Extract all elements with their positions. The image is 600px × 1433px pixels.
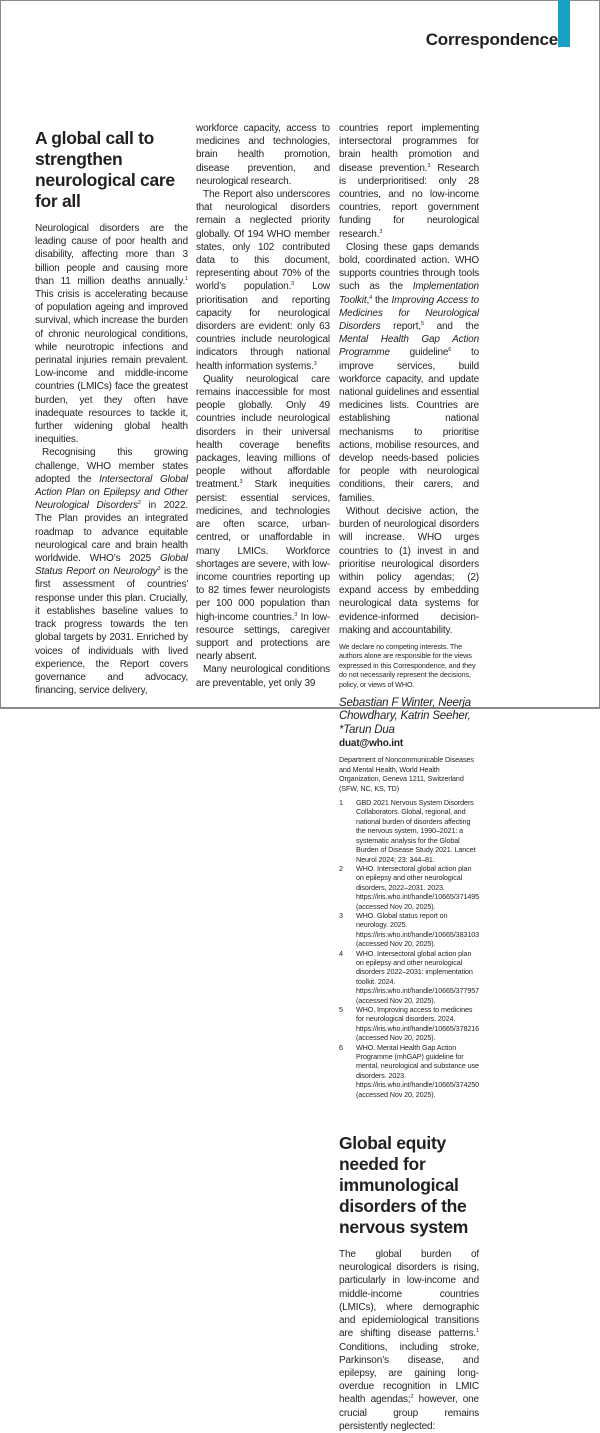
italic-title: Mental Health Gap Action Programme — [339, 334, 479, 359]
reference-item — [339, 1005, 479, 1043]
citation-marker: 3 — [313, 360, 317, 367]
reference-text: WHO. Improving access to medicines for neurological disorders. 2024. https://iris.who.int/handle/10665/378216 (accessed Nov 20, 2025). — [356, 1005, 480, 1043]
article1-column-2 — [196, 122, 330, 690]
italic-title: Global Status Report on Neurology — [35, 553, 188, 578]
reference-text: WHO. Intersectoral global action plan on epilepsy and other neurological disorders 2022–2031: implementation toolkit. 2024. https://iris.who.int/handle/10665/377957 (accessed Nov 20, 2025). — [356, 948, 480, 1005]
paragraph — [339, 1248, 479, 1433]
text-run: the — [375, 294, 389, 306]
text-run: countries report implementing intersectoral programmes for brain health promotion and disease prevention. — [339, 123, 479, 174]
paragraph — [196, 188, 330, 373]
citation-marker: 3 — [239, 479, 243, 486]
reference-number: 4 — [339, 948, 343, 958]
reference-item — [339, 798, 479, 864]
reference-item — [339, 1043, 479, 1099]
text-run: Low prioritisation and reporting capacity for neurological disorders are evident: only 63 countries include neurological indicators through national health information systems. — [196, 281, 330, 372]
text-run: however, one crucial group remains persistently neglected: — [339, 1394, 479, 1432]
paragraph — [339, 241, 479, 505]
author-list: Sebastian F Winter, Neerja Chowdhary, Katrin Seeher, *Tarun Dua — [339, 696, 471, 736]
text-run: The Report also underscores that neurological disorders remain a neglected priority globally. Of 194 WHO member states, only 102 contributed data to this document, representing about 70% of the world’s population. — [196, 189, 330, 293]
italic-title: Implementation Toolkit — [339, 281, 479, 306]
article1-column-1 — [35, 128, 188, 697]
text-run: and the — [436, 321, 479, 333]
reference-list — [339, 798, 479, 1099]
citation-marker: 3 — [291, 281, 295, 288]
reference-item — [339, 864, 479, 911]
affiliation: Department of Noncommunicable Diseases and Mental Health, World Health Organization, Geneva 1211, Switzerland (SFW, NC, KS, TD) — [339, 755, 474, 793]
paragraph — [35, 222, 188, 446]
text-run: guideline — [409, 347, 449, 359]
paragraph — [196, 373, 330, 663]
article1-body-end — [339, 122, 479, 637]
text-run: Many neurological conditions are preventable, yet only 39 — [196, 664, 330, 689]
citation-marker: 6 — [448, 347, 452, 354]
citation-marker: 3 — [379, 228, 383, 235]
text-run: The global burden of neurological disorders is rising, particularly in low-income and middle-income countries (LMICs), where demographic and epidemiological transitions are shifting disease patterns. — [339, 1249, 479, 1340]
paragraph — [339, 122, 479, 241]
italic-title: Intersectoral Global Action Plan on Epilepsy and Other Neurological Disorders — [35, 473, 188, 512]
reference-number: 3 — [339, 910, 343, 920]
text-run: , — [366, 294, 370, 306]
article1-title: A global call to strengthen neurological care for all — [35, 128, 175, 211]
text-run: Without decisive action, the burden of neurological disorders will increase. WHO urges countries to (1) invest in and prioritise neurological disorders within policy agendas; (2) expand access by embedding neurological data systems for evidence-informed decision-making and accountability. — [339, 505, 479, 636]
citation-marker: 4 — [369, 294, 373, 301]
paragraph — [339, 505, 479, 637]
reference-text: WHO. Mental Health Gap Action Programme (mhGAP) guideline for mental, neurological and substance use disorders. 2023. https://iris.who.int/handle/10665/374250 (accessed Nov 20, 2025). — [356, 1042, 480, 1099]
citation-marker: 2 — [410, 1394, 414, 1401]
text-run: Stark inequities persist: essential services, medicines, and technologies are often scarce, urban-centred, or unaffordable in many LMICs. Workforce shortages are severe, with low-income countries reporting up to 82 times fewer neurologists per 100 000 population than high-income countries. — [196, 479, 330, 623]
italic-title: Improving Access to Medicines for Neurological Disorders — [339, 294, 479, 333]
text-run: In low-resource settings, caregiver support and protections are nearly absent. — [196, 611, 330, 663]
reference-item — [339, 949, 479, 1005]
reference-number: 1 — [339, 798, 343, 808]
section-title: Correspondence — [425, 30, 558, 49]
article2-title: Global equity needed for immunological disorders of the nervous system — [339, 1133, 469, 1238]
citation-marker: 3 — [294, 611, 298, 618]
text-run: workforce capacity, access to medicines and technologies, brain health promotion, disease prevention, and neurological research. — [196, 123, 330, 187]
text-run: Closing these gaps demands bold, coordinated action. WHO supports countries through tools such as the — [339, 241, 479, 293]
text-run: Recognising this growing challenge, WHO member states adopted the — [35, 447, 188, 485]
citation-marker: 3 — [427, 162, 431, 169]
author-email[interactable]: duat@who.int — [339, 738, 404, 750]
text-run: Neurological disorders are the leading cause of poor health and disability, affecting more than 3 billion people and causing more than 11 million deaths annually. — [35, 223, 188, 287]
text-run: Conditions, including stroke, Parkinson’s disease, and epilepsy, are gaining long-overdue recognition in LMIC health agendas; — [339, 1341, 479, 1406]
text-run: in 2022. The Plan provides an integrated roadmap to advance equitable neurological care and brain health worldwide. WHO’s 2025 — [35, 500, 188, 565]
reference-number: 2 — [339, 863, 343, 873]
article1-column-3 — [339, 122, 479, 1433]
citation-marker: 1 — [185, 275, 188, 282]
citation-marker: 5 — [421, 321, 424, 328]
reference-number: 5 — [339, 1005, 343, 1015]
section-accent-bar — [558, 0, 570, 47]
article1-body-continued — [196, 122, 330, 690]
citation-marker: 3 — [157, 566, 161, 573]
citation-marker: 1 — [476, 1328, 479, 1335]
text-run: Quality neurological care remains inaccessible for most people globally. Only 49 countries include neurological disorders in their universal health coverage benefits packages, leaving millions of people without affordable treatment. — [196, 373, 330, 491]
reference-text: WHO. Intersectoral global action plan on epilepsy and other neurological disorders, 2022–2031. 2023. https://iris.who.int/handle/10665/371495 (accessed Nov 20, 2025). — [356, 863, 480, 911]
reference-number: 6 — [339, 1042, 343, 1052]
article1-body — [35, 222, 188, 697]
text-run: Research is underprioritised: only 28 countries, and no low-income countries, report government funding for neurological research. — [339, 162, 479, 240]
competing-interests: We declare no competing interests. The authors alone are responsible for the views expressed in this Correspondence, and they do not necessarily represent the decisions, policy, or views of WHO. — [339, 641, 476, 689]
article2-body — [339, 1248, 479, 1433]
text-run: to improve services, build workforce capacity, and update national guidelines and essential medicines lists. Countries are establishing national mechanisms to prioritise actions, mobilise resources, and develop needs-based policies for people with neurological conditions, their carers, and families. — [339, 347, 479, 504]
text-run: This crisis is accelerating because of population ageing and improved survival, which increase the burden of chronic neurological conditions, while neurotropic infections and perinatal injuries remain prevalent. Low-income and middle-income countries (LMICs) face the greatest burden, yet they often have inadequate resources to tackle it, further widening global health inequities. — [35, 289, 188, 446]
text-run: is the first assessment of countries’ response under this plan. Crucially, it establishes baseline values to track progress towards the ten global targets by 2031. Enriched by voices of individuals with lived experience, the Report covers governance and advocacy, financing, service delivery, — [35, 566, 188, 697]
text-run: report, — [393, 321, 421, 333]
reference-item — [339, 911, 479, 949]
reference-text: GBD 2021 Nervous System Disorders Collaborators. Global, regional, and national burden of disorders affecting the nervous system, 1990–2021: a systematic analysis for the Global Burden of Disease Study 2021. Lancet Neurol 2024; 23: 344–81. — [356, 798, 476, 864]
paragraph — [196, 663, 330, 689]
paragraph — [196, 122, 330, 188]
citation-marker: 2 — [137, 500, 141, 507]
reference-text: WHO. Global status report on neurology. 2025. https://iris.who.int/handle/10665/383103 (accessed Nov 20, 2025). — [356, 910, 480, 949]
paragraph — [35, 446, 188, 697]
